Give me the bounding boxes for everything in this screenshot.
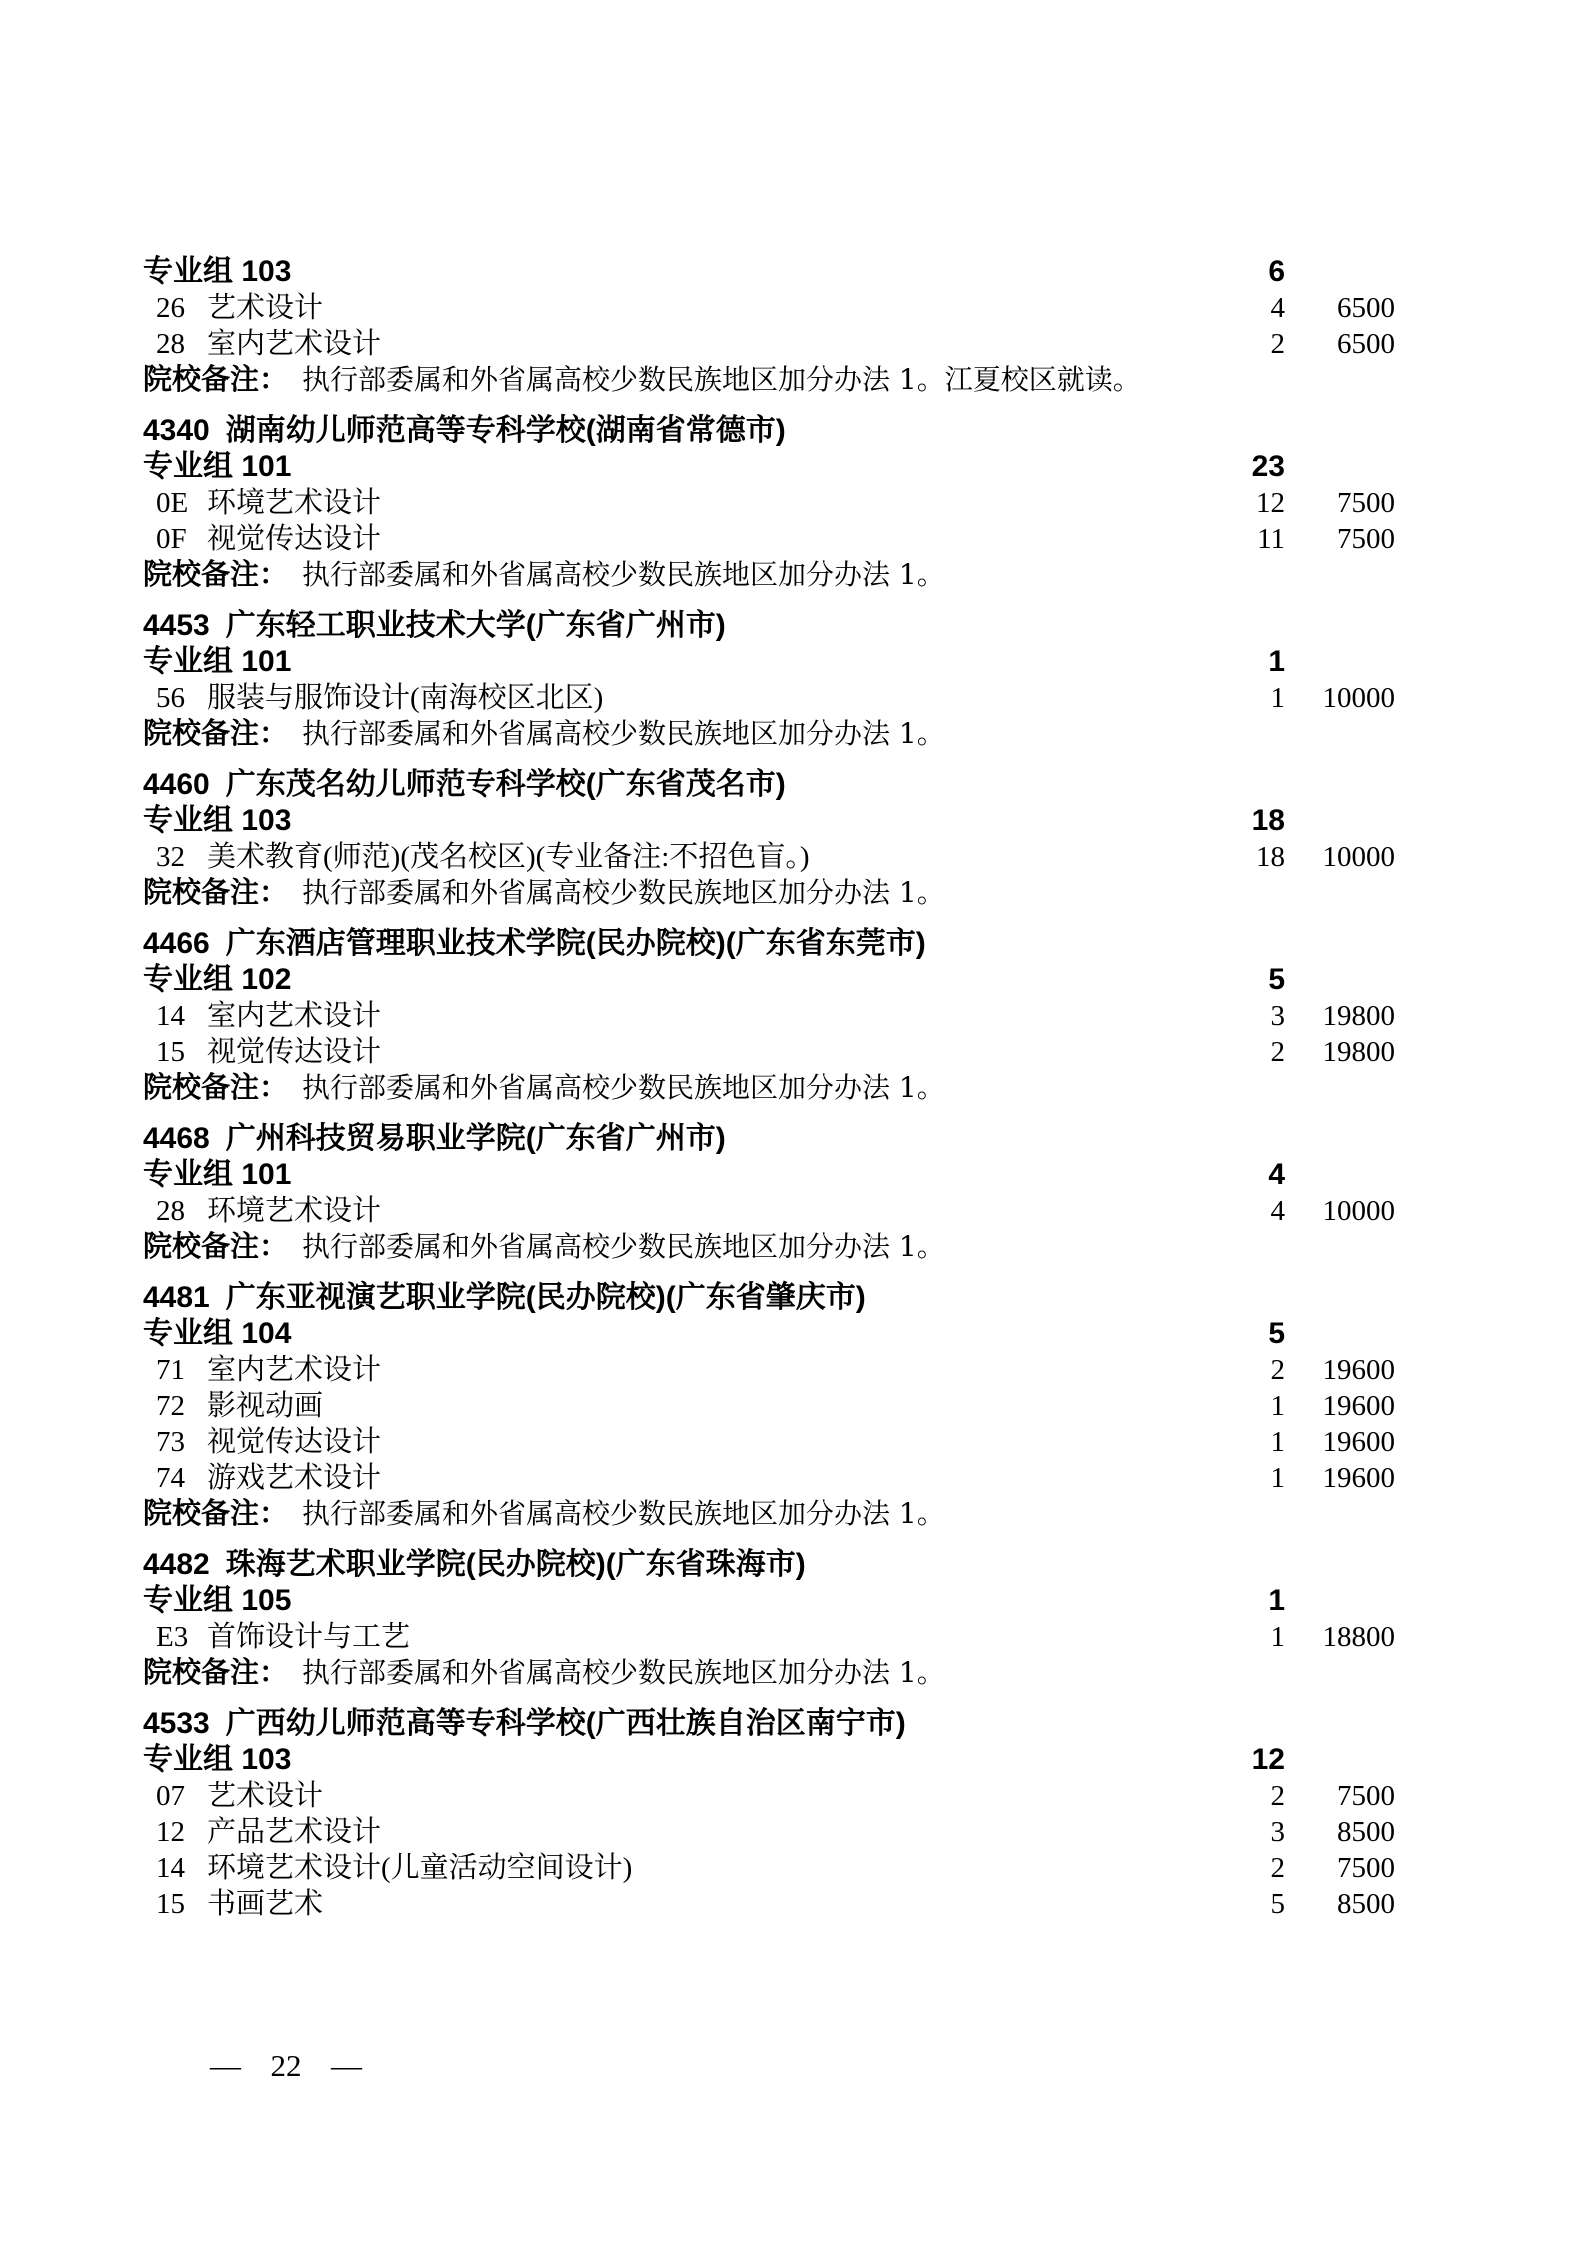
remark-text: 执行部委属和外省属高校少数民族地区加分办法 1。	[302, 876, 945, 909]
college-block	[143, 608, 1395, 752]
remark-row	[143, 1496, 1395, 1532]
major-row	[143, 998, 1395, 1034]
major-title	[143, 1850, 1235, 1886]
group-total: 1	[1268, 645, 1285, 678]
remark-label: 院校备注：	[143, 718, 289, 750]
group-row	[143, 1742, 1395, 1778]
group-total: 5	[1268, 963, 1285, 996]
major-fee: 19800	[1322, 1036, 1395, 1068]
major-title	[143, 998, 1235, 1034]
remark-label: 院校备注：	[143, 1072, 289, 1104]
major-name: 环境艺术设计	[207, 487, 382, 519]
major-fee: 7500	[1337, 1780, 1395, 1812]
major-quota: 2	[1270, 1780, 1285, 1812]
group-total: 6	[1268, 255, 1285, 288]
college-header	[143, 1121, 1395, 1157]
college-code: 4468	[143, 1122, 210, 1155]
college-code: 4340	[143, 414, 210, 447]
major-fee: 7500	[1337, 523, 1395, 555]
major-code: 12	[156, 1816, 185, 1848]
group-label: 专业组 103	[143, 804, 292, 837]
major-quota: 2	[1270, 1354, 1285, 1386]
major-name: 美术教育(师范)(茂名校区)(专业备注:不招色盲。)	[207, 841, 810, 873]
major-name: 影视动画	[207, 1390, 324, 1422]
major-row	[143, 1778, 1395, 1814]
plan-list	[143, 254, 1395, 1922]
major-quota: 3	[1270, 1816, 1285, 1848]
major-code: 14	[156, 1852, 185, 1884]
college-header	[143, 1547, 1395, 1583]
remark-text: 执行部委属和外省属高校少数民族地区加分办法 1。江夏校区就读。	[302, 363, 1141, 396]
college-code: 4482	[143, 1548, 210, 1581]
group-label: 专业组 102	[143, 963, 292, 996]
major-title	[143, 521, 1235, 557]
major-name: 首饰设计与工艺	[207, 1621, 411, 1653]
major-code: 74	[156, 1462, 185, 1494]
major-row	[143, 1352, 1395, 1388]
major-fee: 10000	[1322, 1195, 1395, 1227]
major-fee: 18800	[1322, 1621, 1395, 1653]
major-fee: 8500	[1337, 1888, 1395, 1920]
college-block	[143, 413, 1395, 593]
major-row	[143, 1460, 1395, 1496]
major-code: 15	[156, 1036, 185, 1068]
college-header	[143, 1706, 1395, 1742]
major-fee: 8500	[1337, 1816, 1395, 1848]
group-fee-spacer	[1285, 644, 1395, 680]
group-fee-spacer	[1285, 1157, 1395, 1193]
major-name: 视觉传达设计	[207, 1426, 382, 1458]
college-name: 广西幼儿师范高等专科学校(广西壮族自治区南宁市)	[225, 1707, 906, 1740]
major-quota: 4	[1270, 1195, 1285, 1227]
major-title	[143, 1619, 1235, 1655]
group-row	[143, 1157, 1395, 1193]
group-total: 18	[1251, 804, 1285, 837]
group-label: 专业组 101	[143, 1158, 292, 1191]
remark-row	[143, 1655, 1395, 1691]
group-label: 专业组 101	[143, 450, 292, 483]
group-label: 专业组 105	[143, 1584, 292, 1617]
remark-text: 执行部委属和外省属高校少数民族地区加分办法 1。	[302, 1656, 945, 1689]
group-row	[143, 1316, 1395, 1352]
major-fee: 7500	[1337, 1852, 1395, 1884]
major-code: 73	[156, 1426, 185, 1458]
major-row	[143, 839, 1395, 875]
remark-label: 院校备注：	[143, 364, 289, 396]
major-row	[143, 680, 1395, 716]
page-footer	[210, 2046, 362, 2086]
major-fee: 10000	[1322, 841, 1395, 873]
major-code: 26	[156, 292, 185, 324]
college-block	[143, 1706, 1395, 1922]
footer-left-dash: —	[210, 2048, 241, 2083]
major-fee: 19600	[1322, 1390, 1395, 1422]
major-name: 游戏艺术设计	[207, 1462, 382, 1494]
major-fee: 19800	[1322, 1000, 1395, 1032]
college-name: 广州科技贸易职业学院(广东省广州市)	[225, 1122, 726, 1155]
college-name: 广东茂名幼儿师范专科学校(广东省茂名市)	[225, 768, 786, 801]
group-total: 1	[1268, 1584, 1285, 1617]
major-quota: 11	[1257, 523, 1285, 555]
major-code: 72	[156, 1390, 185, 1422]
major-code: 14	[156, 1000, 185, 1032]
major-name: 艺术设计	[207, 1780, 324, 1812]
remark-row	[143, 716, 1395, 752]
group-row	[143, 644, 1395, 680]
major-title	[143, 1424, 1235, 1460]
major-row	[143, 1814, 1395, 1850]
group-total: 5	[1268, 1317, 1285, 1350]
group-row	[143, 1583, 1395, 1619]
major-name: 视觉传达设计	[207, 1036, 382, 1068]
major-title	[143, 1388, 1235, 1424]
major-title	[143, 1460, 1235, 1496]
remark-text: 执行部委属和外省属高校少数民族地区加分办法 1。	[302, 1497, 945, 1530]
major-code: 0E	[156, 487, 189, 519]
college-block	[143, 254, 1395, 398]
group-fee-spacer	[1285, 1742, 1395, 1778]
remark-text: 执行部委属和外省属高校少数民族地区加分办法 1。	[302, 1230, 945, 1263]
major-fee: 7500	[1337, 487, 1395, 519]
major-name: 视觉传达设计	[207, 523, 382, 555]
college-code: 4466	[143, 927, 210, 960]
major-row	[143, 1388, 1395, 1424]
major-title	[143, 1886, 1235, 1922]
major-name: 产品艺术设计	[207, 1816, 382, 1848]
group-fee-spacer	[1285, 803, 1395, 839]
major-code: 15	[156, 1888, 185, 1920]
college-code: 4481	[143, 1281, 210, 1314]
college-code: 4453	[143, 609, 210, 642]
group-label: 专业组 101	[143, 645, 292, 678]
group-fee-spacer	[1285, 254, 1395, 290]
major-row	[143, 1034, 1395, 1070]
major-title	[143, 290, 1235, 326]
college-block	[143, 1280, 1395, 1532]
major-name: 室内艺术设计	[207, 1000, 382, 1032]
group-total: 4	[1268, 1158, 1285, 1191]
major-fee: 6500	[1337, 328, 1395, 360]
major-row	[143, 521, 1395, 557]
major-quota: 3	[1270, 1000, 1285, 1032]
remark-label: 院校备注：	[143, 877, 289, 909]
major-name: 服装与服饰设计(南海校区北区)	[207, 682, 604, 714]
major-title	[143, 1193, 1235, 1229]
group-fee-spacer	[1285, 449, 1395, 485]
major-row	[143, 1850, 1395, 1886]
major-title	[143, 680, 1235, 716]
group-row	[143, 962, 1395, 998]
major-fee: 19600	[1322, 1426, 1395, 1458]
group-total: 23	[1251, 450, 1285, 483]
remark-text: 执行部委属和外省属高校少数民族地区加分办法 1。	[302, 717, 945, 750]
remark-row	[143, 1229, 1395, 1265]
major-quota: 1	[1270, 1426, 1285, 1458]
remark-row	[143, 875, 1395, 911]
group-row	[143, 803, 1395, 839]
major-code: E3	[156, 1621, 189, 1653]
college-block	[143, 926, 1395, 1106]
major-fee: 10000	[1322, 682, 1395, 714]
group-label: 专业组 104	[143, 1317, 292, 1350]
major-quota: 2	[1270, 1036, 1285, 1068]
major-quota: 1	[1270, 1462, 1285, 1494]
major-code: 07	[156, 1780, 185, 1812]
major-name: 室内艺术设计	[207, 1354, 382, 1386]
major-quota: 1	[1270, 1621, 1285, 1653]
major-title	[143, 1778, 1235, 1814]
remark-label: 院校备注：	[143, 1231, 289, 1263]
remark-label: 院校备注：	[143, 1657, 289, 1689]
major-row	[143, 1886, 1395, 1922]
major-title	[143, 1814, 1235, 1850]
group-fee-spacer	[1285, 962, 1395, 998]
college-block	[143, 767, 1395, 911]
major-code: 32	[156, 841, 185, 873]
college-header	[143, 767, 1395, 803]
major-fee: 19600	[1322, 1462, 1395, 1494]
major-code: 28	[156, 328, 185, 360]
major-title	[143, 485, 1235, 521]
college-name: 湖南幼儿师范高等专科学校(湖南省常德市)	[225, 414, 786, 447]
major-code: 56	[156, 682, 185, 714]
college-block	[143, 1547, 1395, 1691]
major-quota: 4	[1270, 292, 1285, 324]
major-row	[143, 1424, 1395, 1460]
college-name: 广东轻工职业技术大学(广东省广州市)	[225, 609, 726, 642]
group-total: 12	[1251, 1743, 1285, 1776]
major-name: 室内艺术设计	[207, 328, 382, 360]
remark-text: 执行部委属和外省属高校少数民族地区加分办法 1。	[302, 1071, 945, 1104]
group-label: 专业组 103	[143, 1743, 292, 1776]
remark-row	[143, 1070, 1395, 1106]
remark-label: 院校备注：	[143, 559, 289, 591]
major-name: 环境艺术设计(儿童活动空间设计)	[207, 1852, 633, 1884]
major-name: 环境艺术设计	[207, 1195, 382, 1227]
major-row	[143, 1619, 1395, 1655]
major-quota: 5	[1270, 1888, 1285, 1920]
college-code: 4533	[143, 1707, 210, 1740]
group-fee-spacer	[1285, 1583, 1395, 1619]
major-quota: 18	[1256, 841, 1285, 873]
college-name: 珠海艺术职业学院(民办院校)(广东省珠海市)	[225, 1548, 806, 1581]
major-quota: 1	[1270, 682, 1285, 714]
major-title	[143, 839, 1235, 875]
major-name: 书画艺术	[207, 1888, 324, 1920]
remark-row	[143, 362, 1395, 398]
college-code: 4460	[143, 768, 210, 801]
major-fee: 19600	[1322, 1354, 1395, 1386]
college-header	[143, 608, 1395, 644]
major-quota: 2	[1270, 328, 1285, 360]
group-row	[143, 254, 1395, 290]
major-fee: 6500	[1337, 292, 1395, 324]
page-number: 22	[270, 2048, 302, 2083]
group-label: 专业组 103	[143, 255, 292, 288]
major-code: 0F	[156, 523, 187, 555]
footer-right-dash: —	[331, 2048, 362, 2083]
group-row	[143, 449, 1395, 485]
remark-text: 执行部委属和外省属高校少数民族地区加分办法 1。	[302, 558, 945, 591]
college-name: 广东酒店管理职业技术学院(民办院校)(广东省东莞市)	[225, 927, 926, 960]
remark-label: 院校备注：	[143, 1498, 289, 1530]
major-row	[143, 1193, 1395, 1229]
major-quota: 2	[1270, 1852, 1285, 1884]
major-quota: 1	[1270, 1390, 1285, 1422]
major-code: 71	[156, 1354, 185, 1386]
major-name: 艺术设计	[207, 292, 324, 324]
college-name: 广东亚视演艺职业学院(民办院校)(广东省肇庆市)	[225, 1281, 866, 1314]
group-fee-spacer	[1285, 1316, 1395, 1352]
major-quota: 12	[1256, 487, 1285, 519]
major-row	[143, 326, 1395, 362]
major-code: 28	[156, 1195, 185, 1227]
major-title	[143, 1352, 1235, 1388]
major-title	[143, 1034, 1235, 1070]
college-header	[143, 413, 1395, 449]
remark-row	[143, 557, 1395, 593]
major-row	[143, 485, 1395, 521]
college-block	[143, 1121, 1395, 1265]
college-header	[143, 1280, 1395, 1316]
major-title	[143, 326, 1235, 362]
major-row	[143, 290, 1395, 326]
college-header	[143, 926, 1395, 962]
